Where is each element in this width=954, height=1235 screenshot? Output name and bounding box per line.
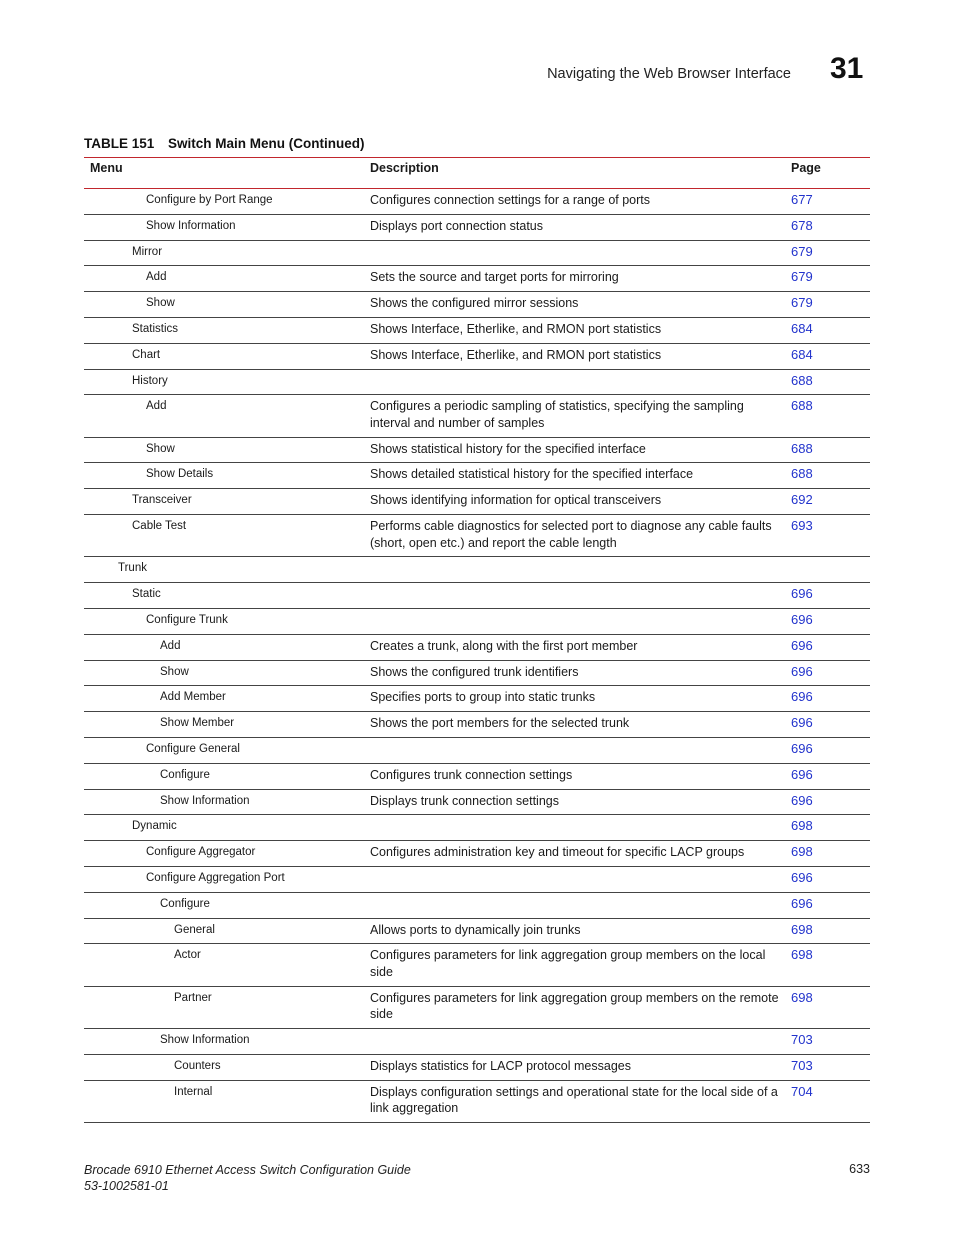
description-cell xyxy=(364,369,785,395)
footer-guide-title: Brocade 6910 Ethernet Access Switch Configuration Guide xyxy=(84,1163,411,1177)
footer-page-number: 633 xyxy=(849,1162,870,1176)
menu-item-cell: Configure by Port Range xyxy=(84,189,364,215)
table-row xyxy=(84,189,870,215)
table-row xyxy=(84,763,870,789)
table-row xyxy=(84,266,870,292)
menu-item-cell: Configure Aggregator xyxy=(84,841,364,867)
table-row xyxy=(84,437,870,463)
column-header-menu: Menu xyxy=(84,158,364,189)
menu-item-cell: Counters xyxy=(84,1054,364,1080)
table-row xyxy=(84,557,870,583)
menu-item-cell: Show Information xyxy=(84,1028,364,1054)
menu-item-cell: Static xyxy=(84,583,364,609)
table-body xyxy=(84,189,870,1123)
table-row xyxy=(84,369,870,395)
description-cell: Displays configuration settings and operational state for the local side of a link aggregation xyxy=(364,1080,785,1122)
page-link[interactable]: 696 xyxy=(785,583,870,609)
description-cell: Shows Interface, Etherlike, and RMON port statistics xyxy=(364,317,785,343)
description-cell: Configures trunk connection settings xyxy=(364,763,785,789)
page-link[interactable]: 688 xyxy=(785,463,870,489)
page-header-title: Navigating the Web Browser Interface xyxy=(547,66,791,82)
description-cell: Shows the configured trunk identifiers xyxy=(364,660,785,686)
table-row xyxy=(84,815,870,841)
menu-item-cell: Add Member xyxy=(84,686,364,712)
page-link xyxy=(785,557,870,583)
description-cell xyxy=(364,608,785,634)
description-cell: Configures a periodic sampling of statistics, specifying the sampling interval and number of samples xyxy=(364,395,785,437)
page-link[interactable]: 679 xyxy=(785,240,870,266)
description-cell: Performs cable diagnostics for selected port to diagnose any cable faults (short, open etc.) and report the cable length xyxy=(364,515,785,557)
description-cell xyxy=(364,737,785,763)
table-row xyxy=(84,737,870,763)
description-cell xyxy=(364,892,785,918)
column-header-description: Description xyxy=(364,158,785,189)
table-row xyxy=(84,918,870,944)
menu-item-cell: Transceiver xyxy=(84,489,364,515)
table-row xyxy=(84,789,870,815)
page-link[interactable]: 688 xyxy=(785,369,870,395)
description-cell: Displays trunk connection settings xyxy=(364,789,785,815)
menu-item-cell: Show Information xyxy=(84,214,364,240)
description-cell xyxy=(364,583,785,609)
menu-item-cell: Show Information xyxy=(84,789,364,815)
table-caption-title: Switch Main Menu (Continued) xyxy=(168,136,365,151)
menu-item-cell: General xyxy=(84,918,364,944)
page-link[interactable]: 696 xyxy=(785,866,870,892)
page-link[interactable]: 703 xyxy=(785,1054,870,1080)
menu-item-cell: Mirror xyxy=(84,240,364,266)
description-cell: Shows statistical history for the specified interface xyxy=(364,437,785,463)
menu-item-cell: Internal xyxy=(84,1080,364,1122)
page-link[interactable]: 684 xyxy=(785,317,870,343)
table-row xyxy=(84,634,870,660)
page-link[interactable]: 696 xyxy=(785,737,870,763)
description-cell: Shows the port members for the selected trunk xyxy=(364,712,785,738)
description-cell: Allows ports to dynamically join trunks xyxy=(364,918,785,944)
menu-item-cell: Dynamic xyxy=(84,815,364,841)
page-link[interactable]: 688 xyxy=(785,437,870,463)
page-link[interactable]: 677 xyxy=(785,189,870,215)
menu-item-cell: Configure General xyxy=(84,737,364,763)
page-link[interactable]: 703 xyxy=(785,1028,870,1054)
table-row xyxy=(84,892,870,918)
menu-item-cell: Configure xyxy=(84,892,364,918)
menu-item-cell: History xyxy=(84,369,364,395)
page-link[interactable]: 698 xyxy=(785,815,870,841)
table-row xyxy=(84,608,870,634)
menu-item-cell: Trunk xyxy=(84,557,364,583)
description-cell: Displays statistics for LACP protocol messages xyxy=(364,1054,785,1080)
table-row xyxy=(84,317,870,343)
table-row xyxy=(84,1028,870,1054)
table-row xyxy=(84,841,870,867)
menu-item-cell: Configure xyxy=(84,763,364,789)
column-header-page: Page xyxy=(785,158,870,189)
page-link[interactable]: 696 xyxy=(785,789,870,815)
page-link[interactable]: 696 xyxy=(785,763,870,789)
description-cell: Displays port connection status xyxy=(364,214,785,240)
menu-item-cell: Actor xyxy=(84,944,364,986)
table-row xyxy=(84,712,870,738)
description-cell: Shows detailed statistical history for the specified interface xyxy=(364,463,785,489)
menu-item-cell: Add xyxy=(84,395,364,437)
page-link[interactable]: 696 xyxy=(785,608,870,634)
footer-doc-number: 53-1002581-01 xyxy=(84,1179,169,1193)
description-cell: Shows Interface, Etherlike, and RMON port statistics xyxy=(364,343,785,369)
menu-item-cell: Show xyxy=(84,437,364,463)
table-row xyxy=(84,395,870,437)
table-row xyxy=(84,660,870,686)
description-cell: Creates a trunk, along with the first port member xyxy=(364,634,785,660)
table-row xyxy=(84,944,870,986)
page-link[interactable]: 698 xyxy=(785,918,870,944)
page-link[interactable]: 698 xyxy=(785,944,870,986)
description-cell: Shows identifying information for optical transceivers xyxy=(364,489,785,515)
description-cell: Configures parameters for link aggregation group members on the remote side xyxy=(364,986,785,1028)
page-link[interactable]: 696 xyxy=(785,660,870,686)
description-cell xyxy=(364,1028,785,1054)
page-link[interactable]: 679 xyxy=(785,292,870,318)
chapter-number: 31 xyxy=(830,52,864,85)
page-link[interactable]: 704 xyxy=(785,1080,870,1122)
table-row xyxy=(84,343,870,369)
description-cell: Specifies ports to group into static trunks xyxy=(364,686,785,712)
description-cell: Shows the configured mirror sessions xyxy=(364,292,785,318)
menu-item-cell: Statistics xyxy=(84,317,364,343)
menu-item-cell: Configure Aggregation Port xyxy=(84,866,364,892)
table-row xyxy=(84,583,870,609)
table-row xyxy=(84,214,870,240)
menu-item-cell: Cable Test xyxy=(84,515,364,557)
menu-item-cell: Add xyxy=(84,634,364,660)
description-cell: Configures parameters for link aggregation group members on the local side xyxy=(364,944,785,986)
menu-item-cell: Chart xyxy=(84,343,364,369)
table-row xyxy=(84,1080,870,1122)
description-cell xyxy=(364,866,785,892)
footer-guide-info xyxy=(84,1162,411,1194)
table-caption-label: TABLE 151 xyxy=(84,136,155,151)
page-link[interactable]: 684 xyxy=(785,343,870,369)
page-link[interactable]: 698 xyxy=(785,986,870,1028)
page-link[interactable]: 688 xyxy=(785,395,870,437)
table-row xyxy=(84,292,870,318)
table-header-row xyxy=(84,158,870,189)
description-cell xyxy=(364,240,785,266)
page-link[interactable]: 679 xyxy=(785,266,870,292)
page-link[interactable]: 693 xyxy=(785,515,870,557)
description-cell: Configures connection settings for a range of ports xyxy=(364,189,785,215)
table-row xyxy=(84,240,870,266)
table-row xyxy=(84,463,870,489)
table-row xyxy=(84,515,870,557)
page-link[interactable]: 692 xyxy=(785,489,870,515)
menu-item-cell: Show Details xyxy=(84,463,364,489)
switch-main-menu-table xyxy=(84,157,870,1123)
table-caption xyxy=(84,136,364,151)
page-link[interactable]: 698 xyxy=(785,841,870,867)
table-row xyxy=(84,686,870,712)
menu-item-cell: Show xyxy=(84,292,364,318)
table-row xyxy=(84,866,870,892)
menu-item-cell: Add xyxy=(84,266,364,292)
page-link[interactable]: 696 xyxy=(785,634,870,660)
description-cell xyxy=(364,557,785,583)
menu-item-cell: Show Member xyxy=(84,712,364,738)
menu-item-cell: Configure Trunk xyxy=(84,608,364,634)
table-row xyxy=(84,489,870,515)
table-row xyxy=(84,986,870,1028)
page-link[interactable]: 696 xyxy=(785,712,870,738)
table-row xyxy=(84,1054,870,1080)
description-cell xyxy=(364,815,785,841)
description-cell: Sets the source and target ports for mirroring xyxy=(364,266,785,292)
page-link[interactable]: 696 xyxy=(785,892,870,918)
menu-item-cell: Partner xyxy=(84,986,364,1028)
page-link[interactable]: 696 xyxy=(785,686,870,712)
page-link[interactable]: 678 xyxy=(785,214,870,240)
menu-item-cell: Show xyxy=(84,660,364,686)
description-cell: Configures administration key and timeout for specific LACP groups xyxy=(364,841,785,867)
